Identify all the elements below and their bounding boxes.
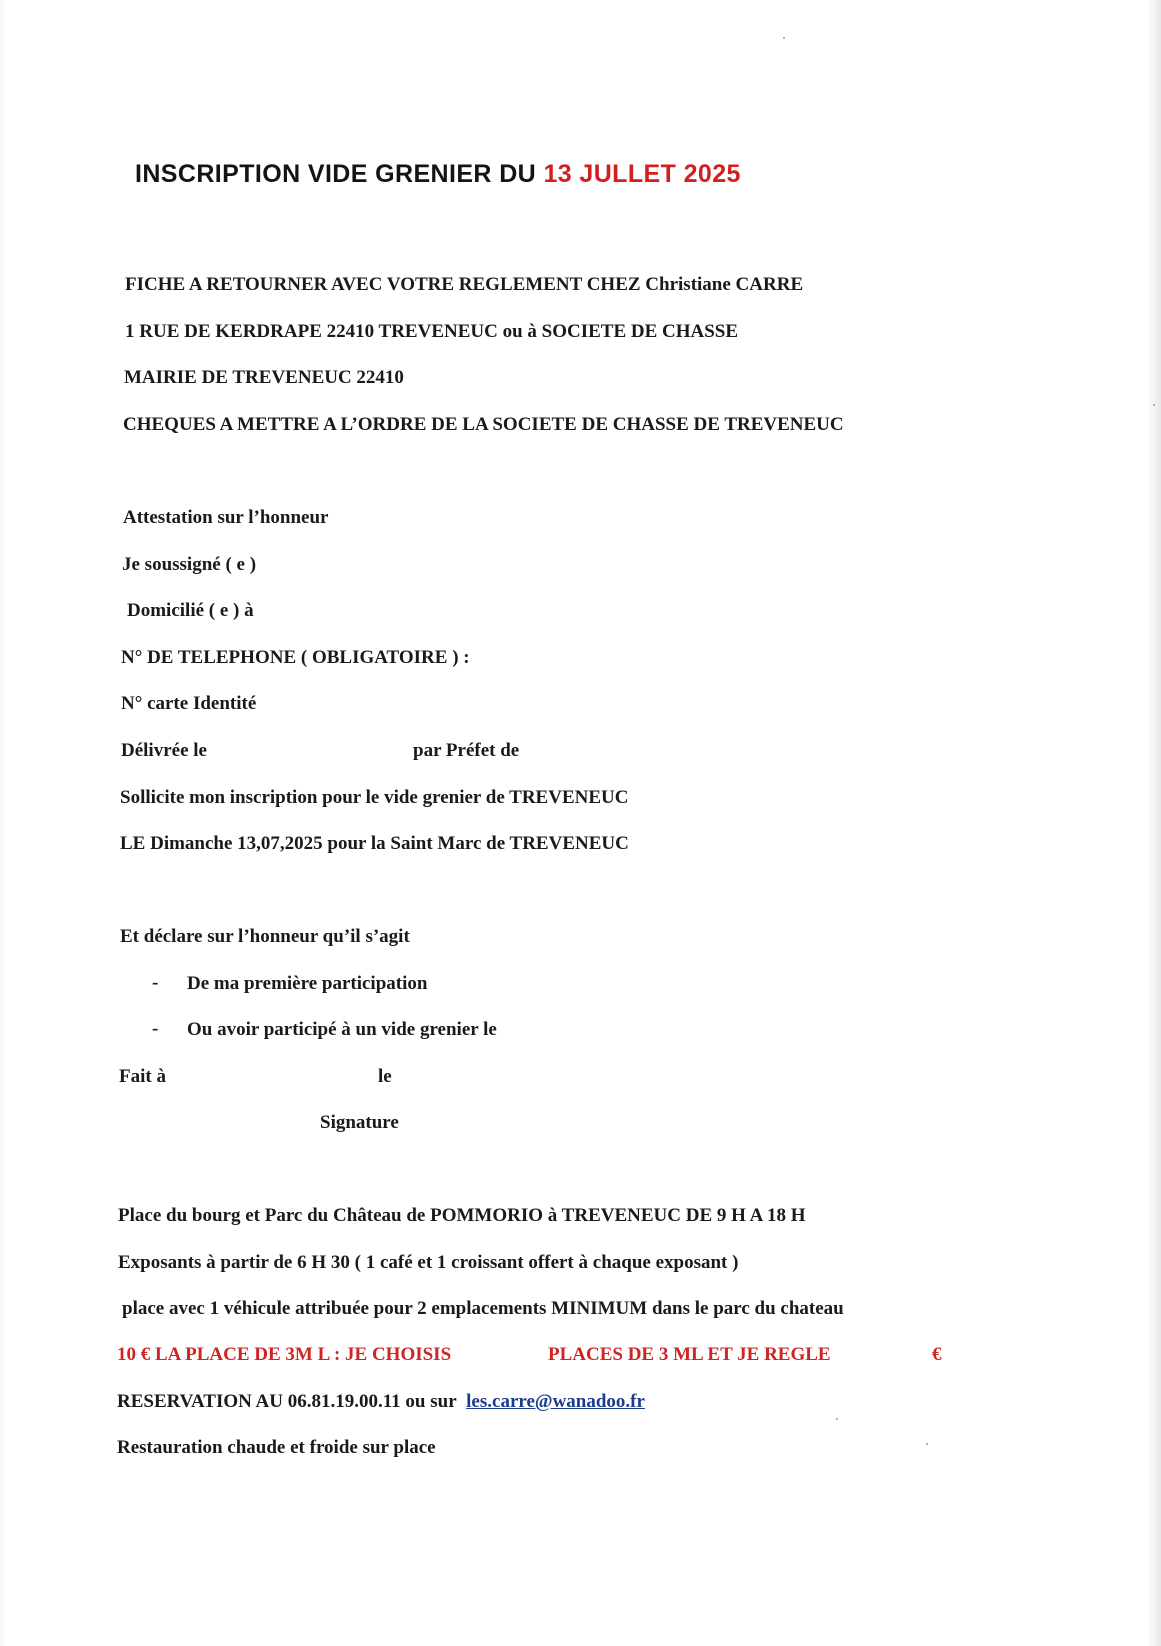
price-line-part2: PLACES DE 3 ML ET JE REGLE bbox=[548, 1344, 831, 1365]
prefet-label: par Préfet de bbox=[413, 740, 520, 761]
fait-label: Fait à bbox=[119, 1066, 166, 1087]
header-line-cheques: CHEQUES A METTRE A L’ORDRE DE LA SOCIETE DE CHASSE DE TREVENEUC bbox=[123, 414, 844, 435]
dimanche-line: LE Dimanche 13,07,2025 pour la Saint Marc de TREVENEUC bbox=[120, 833, 629, 854]
restauration-line: Restauration chaude et froide sur place bbox=[117, 1437, 436, 1458]
soussigne-label: Je soussigné ( e ) bbox=[122, 554, 257, 575]
sollicite-line: Sollicite mon inscription pour le vide grenier de TREVENEUC bbox=[120, 787, 629, 808]
header-line-address: 1 RUE DE KERDRAPE 22410 TREVENEUC ou à SOCIETE DE CHASSE bbox=[125, 321, 739, 342]
page-edge-left bbox=[0, 0, 6, 1646]
scan-speck bbox=[1153, 404, 1155, 406]
carte-identite-label: N° carte Identité bbox=[121, 693, 257, 714]
header-line-return: FICHE A RETOURNER AVEC VOTRE REGLEMENT CHEZ Christiane CARRE bbox=[125, 274, 804, 295]
title-prefix: INSCRIPTION VIDE GRENIER DU bbox=[135, 160, 544, 188]
telephone-label: N° DE TELEPHONE ( OBLIGATOIRE ) : bbox=[121, 647, 470, 668]
le-label: le bbox=[378, 1066, 392, 1087]
attestation-heading: Attestation sur l’honneur bbox=[123, 507, 329, 528]
bullet-marker: - bbox=[152, 1018, 159, 1039]
place-line: Place du bourg et Parc du Château de POMMORIO à TREVENEUC DE 9 H A 18 H bbox=[118, 1205, 806, 1226]
option-previous-participation: Ou avoir participé à un vide grenier le bbox=[187, 1019, 497, 1040]
scan-speck bbox=[926, 1443, 928, 1445]
reservation-email-link[interactable]: les.carre@wanadoo.fr bbox=[466, 1391, 645, 1412]
option-first-participation: De ma première participation bbox=[187, 973, 428, 994]
domicile-label: Domicilié ( e ) à bbox=[127, 600, 254, 621]
vehicule-line: place avec 1 véhicule attribuée pour 2 emplacements MINIMUM dans le parc du chateau bbox=[122, 1298, 844, 1319]
page-title bbox=[135, 160, 741, 189]
scan-speck bbox=[836, 1418, 838, 1420]
price-line-part1: 10 € LA PLACE DE 3M L : JE CHOISIS bbox=[117, 1344, 452, 1365]
bullet-marker: - bbox=[152, 972, 159, 993]
header-line-mairie: MAIRIE DE TREVENEUC 22410 bbox=[124, 367, 404, 388]
exposants-line: Exposants à partir de 6 H 30 ( 1 café et 1 croissant offert à chaque exposant ) bbox=[118, 1252, 739, 1273]
reservation-line bbox=[117, 1390, 645, 1414]
delivree-label: Délivrée le bbox=[121, 740, 207, 761]
title-date: 13 JULLET 2025 bbox=[543, 160, 741, 188]
scan-speck bbox=[783, 37, 785, 39]
reservation-phone-text: RESERVATION AU 06.81.19.00.11 ou sur bbox=[117, 1391, 457, 1412]
signature-label: Signature bbox=[320, 1112, 399, 1133]
price-line-euro: € bbox=[932, 1344, 942, 1365]
declaration-intro: Et déclare sur l’honneur qu’il s’agit bbox=[120, 926, 410, 947]
page-edge-right bbox=[1147, 0, 1161, 1646]
